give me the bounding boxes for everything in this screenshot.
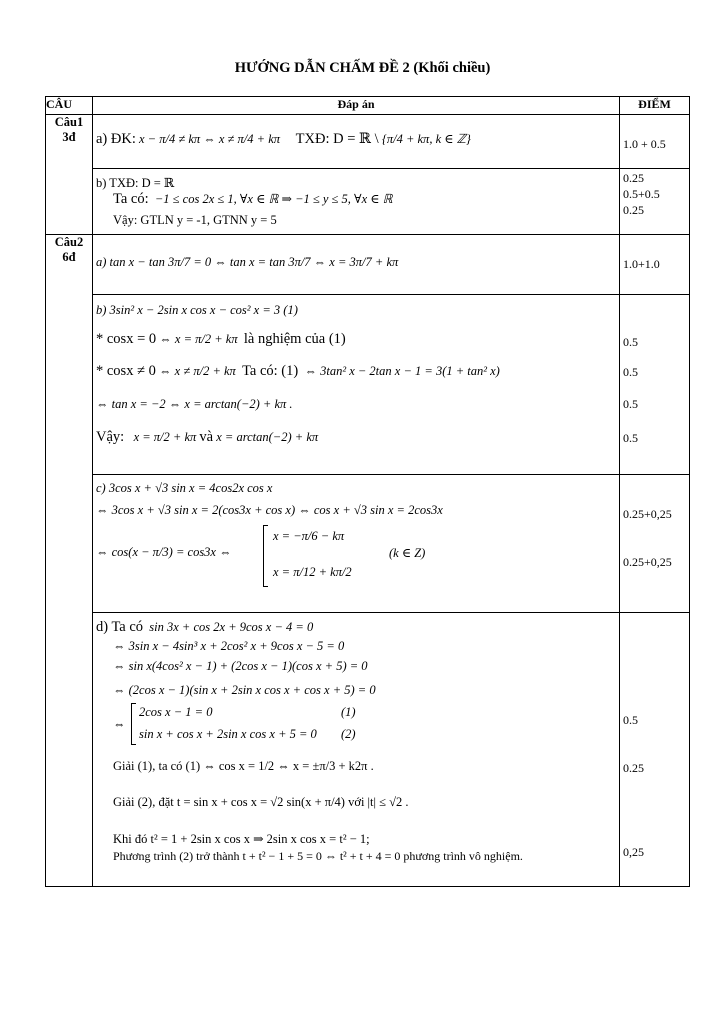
q2a-eq: a) tan x − tan 3π/7 = 0 ⇔ tan x = tan 3π/7 ⇔ x = 3π/7 + kπ bbox=[96, 255, 399, 269]
q2b-line5-label: Vậy: bbox=[96, 429, 125, 445]
q1a-score: 1.0 + 0.5 bbox=[623, 137, 666, 151]
q2b-line1: b) 3sin² x − 2sin x cos x − cos² x = 3 (1) bbox=[96, 303, 298, 317]
q2d-conclusion-1: Khi đó t² = 1 + 2sin x cos x ⇒ 2sin x cos x = t² − 1; bbox=[113, 832, 370, 846]
q1a-txd-label: TXĐ: D = ℝ \ bbox=[295, 131, 379, 147]
q2d-line4: ⇔ (2cos x − 1)(sin x + 2sin x cos x + cos x + 5) = 0 bbox=[113, 683, 376, 697]
q1b-line2-label: Ta có: bbox=[113, 191, 149, 207]
q2-label: Câu2 bbox=[54, 235, 84, 249]
q2d-line2: ⇔ 3sin x − 4sin³ x + 2cos² x + 9cos x − 5 = 0 bbox=[113, 639, 345, 653]
q1b-answer bbox=[93, 169, 620, 235]
q1b-score-3: 0.25 bbox=[623, 203, 644, 217]
q1a-score-cell bbox=[620, 115, 690, 169]
q2d-line3: ⇔ sin x(4cos² x − 1) + (2cos x − 1)(cos x + 5) = 0 bbox=[113, 659, 368, 673]
q2c-score-1: 0.25+0,25 bbox=[623, 507, 672, 521]
q2b-score-cell bbox=[620, 295, 690, 475]
q2d-solve-1: Giải (1), ta có (1) ⇔ cos x = 1/2 ⇔ x = ±π/3 + k2π . bbox=[113, 759, 374, 773]
header-dap-an: Đáp án bbox=[93, 97, 620, 115]
q2c-line2: ⇔ 3cos x + √3 sin x = 2(cos3x + cos x) ⇔ cos x + √3 sin x = 2cos3x bbox=[96, 503, 443, 517]
q1-label-cell bbox=[46, 115, 93, 235]
q1a-answer bbox=[93, 115, 620, 169]
q2b-line5-math: x = π/2 + kπ bbox=[133, 430, 197, 444]
q1b-score-cell bbox=[620, 169, 690, 235]
q1b-row bbox=[46, 169, 690, 235]
header-diem: ĐIỂM bbox=[620, 97, 690, 115]
q2b-score-3: 0.5 bbox=[623, 397, 638, 411]
q2d-system-1: 2cos x − 1 = 0 bbox=[139, 705, 213, 719]
q2b-line3-text: Ta có: (1) bbox=[242, 363, 299, 379]
q2b-line3-label: * cosx ≠ 0 bbox=[96, 363, 156, 379]
page-title: HƯỚNG DẪN CHẤM ĐỀ 2 (Khối chiều) bbox=[234, 60, 491, 76]
q2d-row bbox=[46, 613, 690, 887]
q2c-line3: ⇔ cos(x − π/3) = cos3x ⇔ bbox=[96, 545, 232, 559]
q2b-line2-label: * cosx = 0 bbox=[96, 331, 157, 347]
q2b-line4: ⇔ tan x = −2 ⇔ x = arctan(−2) + kπ . bbox=[96, 397, 293, 411]
header-row bbox=[46, 97, 690, 115]
q2a-score-cell bbox=[620, 235, 690, 295]
q2c-bracket bbox=[263, 525, 268, 587]
q2d-line1-math: sin 3x + cos 2x + 9cos x − 4 = 0 bbox=[149, 620, 314, 634]
q2d-score-2: 0.25 bbox=[623, 761, 644, 775]
q2b-line2-math: ⇔ x = π/2 + kπ bbox=[159, 332, 238, 346]
q2c-k-domain: (k ∈ Z) bbox=[389, 546, 426, 560]
q2b-line5 bbox=[96, 429, 318, 446]
q2c-row bbox=[46, 475, 690, 613]
q2c-score-2: 0.25+0,25 bbox=[623, 555, 672, 569]
q2b-line5-and: và bbox=[199, 429, 214, 445]
q1-points: 3đ bbox=[62, 130, 76, 144]
q2-label-cell bbox=[46, 235, 93, 887]
grading-table bbox=[45, 96, 690, 887]
q1a-txd-set: {π/4 + kπ, k ∈ ℤ} bbox=[381, 132, 471, 146]
q2c-solution-1: x = −π/6 − kπ bbox=[273, 529, 345, 543]
q2d-system-2-no: (2) bbox=[341, 727, 356, 741]
q2-points: 6đ bbox=[62, 250, 76, 264]
q1b-line3: Vậy: GTLN y = -1, GTNN y = 5 bbox=[113, 213, 277, 227]
q2a-row bbox=[46, 235, 690, 295]
q1b-line2-math: −1 ≤ cos 2x ≤ 1, ∀x ∈ ℝ ⇒ −1 ≤ y ≤ 5, ∀x ∈ ℝ bbox=[154, 192, 393, 206]
q2a-equation bbox=[96, 255, 398, 270]
q2d-line1 bbox=[96, 619, 313, 636]
q2b-line2 bbox=[96, 331, 346, 348]
q2c-answer bbox=[93, 475, 620, 613]
q2b-line3 bbox=[96, 363, 500, 380]
q2d-system-2: sin x + cos x + 2sin x cos x + 5 = 0 bbox=[139, 727, 317, 741]
q2d-solve-2: Giải (2), đặt t = sin x + cos x = √2 sin(x + π/4) với |t| ≤ √2 . bbox=[113, 795, 409, 809]
q1a-condition: x − π/4 ≠ kπ ⇔ x ≠ π/4 + kπ bbox=[139, 132, 281, 146]
q2d-system-1-no: (1) bbox=[341, 705, 356, 719]
q1b-score-2: 0.5+0.5 bbox=[623, 187, 660, 201]
q2a-answer bbox=[93, 235, 620, 295]
q2c-score-cell bbox=[620, 475, 690, 613]
q2d-line1-label: d) Ta có bbox=[96, 619, 144, 635]
q2b-line3-rhs: ⇔ 3tan² x − 2tan x − 1 = 3(1 + tan² x) bbox=[304, 364, 500, 378]
q1a-line bbox=[96, 131, 471, 148]
q2a-score: 1.0+1.0 bbox=[623, 257, 660, 271]
q1b-score-1: 0.25 bbox=[623, 171, 644, 185]
q2b-score-2: 0.5 bbox=[623, 365, 638, 379]
q2d-score-3: 0,25 bbox=[623, 845, 644, 859]
q2b-score-1: 0.5 bbox=[623, 335, 638, 349]
q2b-answer bbox=[93, 295, 620, 475]
q2c-line1: c) 3cos x + √3 sin x = 4cos2x cos x bbox=[96, 481, 273, 495]
q2c-solution-2: x = π/12 + kπ/2 bbox=[273, 565, 352, 579]
q2b-score-4: 0.5 bbox=[623, 431, 638, 445]
q2b-row bbox=[46, 295, 690, 475]
q1b-line2 bbox=[113, 191, 393, 208]
q2d-score-cell bbox=[620, 613, 690, 887]
q2b-line2-text: là nghiệm của (1) bbox=[243, 331, 346, 347]
q2d-answer bbox=[93, 613, 620, 887]
q2d-bracket bbox=[131, 703, 136, 745]
q1a-prefix: a) ĐK: bbox=[96, 131, 136, 147]
q2d-equiv-sign: ⇔ bbox=[113, 717, 126, 731]
q1b-line1: b) TXĐ: D = ℝ bbox=[96, 176, 175, 190]
q2d-score-1: 0.5 bbox=[623, 713, 638, 727]
q1a-row bbox=[46, 115, 690, 169]
q2b-line5-math2: x = arctan(−2) + kπ bbox=[216, 430, 319, 444]
q2b-line3-math: ⇔ x ≠ π/2 + kπ bbox=[159, 364, 236, 378]
header-cau: CÂU bbox=[46, 97, 93, 115]
q2d-conclusion-2: Phương trình (2) trở thành t + t² − 1 + 5 = 0 ⇔ t² + t + 4 = 0 phương trình vô nghiệm. bbox=[113, 849, 523, 863]
q1-label: Câu1 bbox=[54, 115, 84, 129]
